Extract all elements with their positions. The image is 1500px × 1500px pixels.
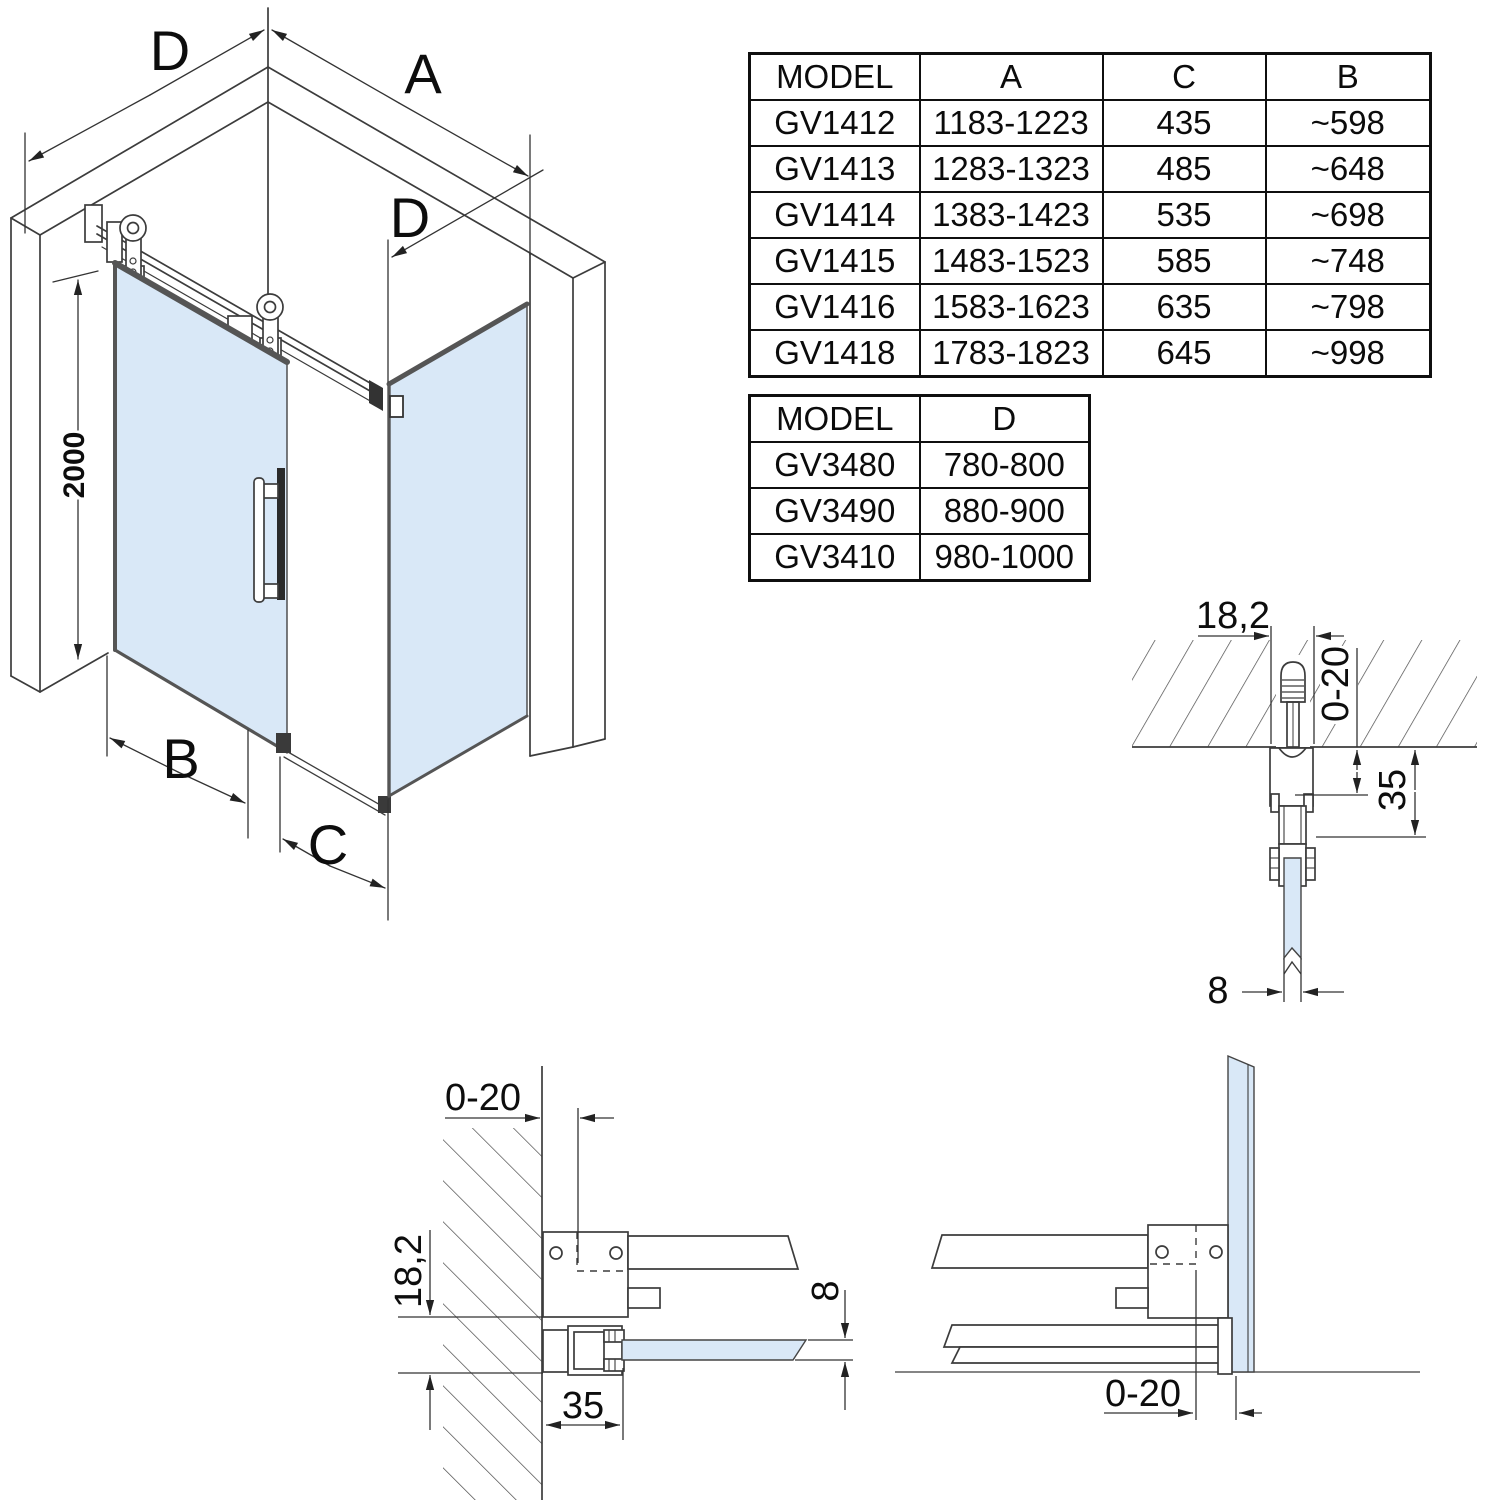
table-cell: GV1414 bbox=[750, 192, 920, 238]
table-header-cell: MODEL bbox=[750, 54, 920, 101]
dim-bl-width: 35 bbox=[561, 1385, 605, 1427]
table-cell: GV1418 bbox=[750, 330, 920, 377]
dim-label-depth-inner: D bbox=[389, 186, 431, 249]
detail-bottom-right-section bbox=[895, 1056, 1420, 1420]
table-cell: ~748 bbox=[1266, 238, 1431, 284]
fixed-side-panel bbox=[389, 304, 527, 796]
dim-br-gap: 0-20 bbox=[1104, 1373, 1182, 1415]
dim-top-glass: 8 bbox=[1207, 970, 1229, 1012]
table-cell: 435 bbox=[1103, 100, 1266, 146]
table-cell: 1483-1523 bbox=[920, 238, 1103, 284]
table-cell: ~998 bbox=[1266, 330, 1431, 377]
table-cell: 1183-1223 bbox=[920, 100, 1103, 146]
table-row bbox=[750, 442, 1090, 488]
table-cell: 535 bbox=[1103, 192, 1266, 238]
table-row bbox=[750, 488, 1090, 534]
table-row bbox=[750, 330, 1431, 377]
panel-clamp bbox=[390, 396, 403, 417]
detail-bottom-left-section bbox=[388, 1066, 853, 1500]
bracket-arm bbox=[628, 1236, 798, 1269]
table-cell: 1583-1623 bbox=[920, 284, 1103, 330]
dim-label-b: B bbox=[162, 727, 200, 790]
rail-end-cap bbox=[369, 380, 383, 411]
table-cell: 1783-1823 bbox=[920, 330, 1103, 377]
dim-label-width: A bbox=[404, 42, 442, 105]
table-header-row bbox=[750, 54, 1431, 101]
table-row bbox=[750, 146, 1431, 192]
wall-anchor bbox=[1276, 655, 1310, 747]
detail-top-profile-section bbox=[1132, 595, 1477, 1012]
table-cell: 780-800 bbox=[920, 442, 1090, 488]
dim-top-width: 18,2 bbox=[1196, 595, 1270, 637]
isometric-view bbox=[11, 8, 605, 920]
table-cell: GV3490 bbox=[750, 488, 920, 534]
table-cell: GV3480 bbox=[750, 442, 920, 488]
wall-hatch bbox=[443, 1128, 542, 1500]
table-cell: 645 bbox=[1103, 330, 1266, 377]
table-cell: 485 bbox=[1103, 146, 1266, 192]
side-panel-models-table bbox=[748, 394, 1091, 582]
table-header-cell: B bbox=[1266, 54, 1431, 101]
table-cell: GV1415 bbox=[750, 238, 920, 284]
dim-top-height: 35 bbox=[1372, 768, 1414, 812]
table-cell: ~698 bbox=[1266, 192, 1431, 238]
table-cell: 980-1000 bbox=[920, 534, 1090, 581]
table-header-cell: A bbox=[920, 54, 1103, 101]
table-cell: ~648 bbox=[1266, 146, 1431, 192]
floor-threshold bbox=[284, 752, 391, 815]
table-cell: ~798 bbox=[1266, 284, 1431, 330]
dim-bl-glass: 8 bbox=[805, 1280, 847, 1302]
table-cell: 1283-1323 bbox=[920, 146, 1103, 192]
door-models-table bbox=[748, 52, 1432, 378]
table-row bbox=[750, 238, 1431, 284]
table-row bbox=[750, 192, 1431, 238]
dim-label-c: C bbox=[307, 813, 349, 876]
table-cell: 880-900 bbox=[920, 488, 1090, 534]
rail-wall-bracket bbox=[85, 205, 102, 242]
table-header-row bbox=[750, 396, 1090, 443]
table-cell: 1383-1423 bbox=[920, 192, 1103, 238]
table-row bbox=[750, 534, 1090, 581]
table-cell: 585 bbox=[1103, 238, 1266, 284]
table-cell: GV1413 bbox=[750, 146, 920, 192]
table-cell: GV3410 bbox=[750, 534, 920, 581]
bottom-guide bbox=[276, 733, 291, 753]
dim-bl-depth: 18,2 bbox=[388, 1234, 430, 1308]
table-cell: 635 bbox=[1103, 284, 1266, 330]
dim-top-gap: 0-20 bbox=[1315, 645, 1357, 723]
dim-label-depth-top: D bbox=[149, 19, 191, 82]
table-row bbox=[750, 100, 1431, 146]
table-header-cell: C bbox=[1103, 54, 1266, 101]
bracket-arm bbox=[932, 1235, 1148, 1268]
table-row bbox=[750, 284, 1431, 330]
glass-section-horizontal bbox=[622, 1340, 806, 1360]
table-header-cell: MODEL bbox=[750, 396, 920, 443]
glass-clamp-profile bbox=[543, 1326, 806, 1375]
dim-label-height: 2000 bbox=[58, 431, 91, 499]
glass-section-vertical bbox=[1284, 858, 1301, 974]
table-cell: ~598 bbox=[1266, 100, 1431, 146]
table-cell: GV1416 bbox=[750, 284, 920, 330]
wall-bracket-mirrored bbox=[932, 1225, 1232, 1374]
dim-bl-gap: 0-20 bbox=[444, 1077, 522, 1119]
wall-bracket bbox=[543, 1232, 798, 1317]
table-cell: GV1412 bbox=[750, 100, 920, 146]
table-header-cell: D bbox=[920, 396, 1090, 443]
